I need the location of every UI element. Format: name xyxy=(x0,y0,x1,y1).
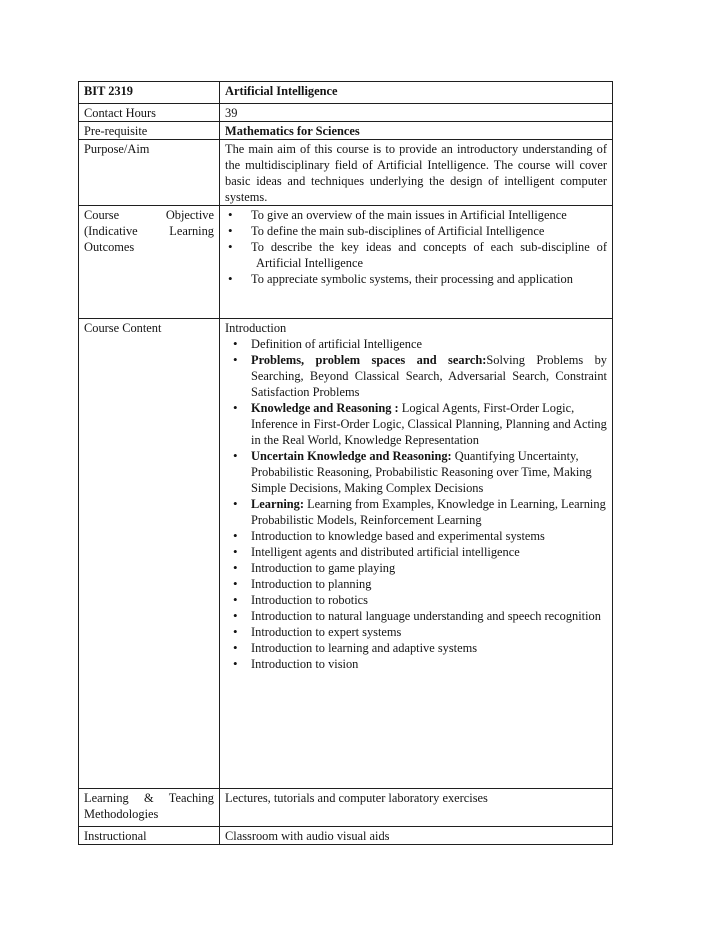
content-item: • Knowledge and Reasoning : Logical Agents, First-Order Logic, Inference in First-Order Logic, Classical Planning, Planning and Acting in the Real World, Knowledge Representation xyxy=(225,400,607,448)
table-row xyxy=(79,122,613,140)
prerequisite-value: Mathematics for Sciences xyxy=(220,122,613,140)
table-row xyxy=(79,140,613,206)
contact-hours-label: Contact Hours xyxy=(79,104,220,122)
content-item: • Definition of artificial Intelligence xyxy=(225,336,607,352)
objective-item: • To appreciate symbolic systems, their processing and application xyxy=(225,271,607,287)
content-item: • Intelligent agents and distributed artificial intelligence xyxy=(225,544,607,560)
table-row xyxy=(79,789,613,827)
course-content-intro: Introduction xyxy=(225,321,287,335)
course-content-list xyxy=(225,336,607,672)
table-row xyxy=(79,319,613,789)
content-item: • Introduction to natural language understanding and speech recognition xyxy=(225,608,607,624)
objectives-list xyxy=(225,207,607,287)
objective-item: • To describe the key ideas and concepts of each sub-discipline of Artificial Intelligence xyxy=(225,239,607,271)
course-title-cell: Artificial Intelligence xyxy=(220,82,613,104)
course-content-label: Course Content xyxy=(79,319,220,789)
table-row xyxy=(79,82,613,104)
objective-item: • To give an overview of the main issues in Artificial Intelligence xyxy=(225,207,607,223)
purpose-text: The main aim of this course is to provide an introductory understanding of the multidisciplinary field of Artificial Intelligence. The course will cover basic ideas and techniques underlying the design of intelligent computer systems. xyxy=(220,140,613,206)
content-item: • Introduction to expert systems xyxy=(225,624,607,640)
content-item: • Introduction to robotics xyxy=(225,592,607,608)
objectives-cell xyxy=(220,206,613,319)
course-syllabus-table xyxy=(78,81,613,845)
instructional-value: Classroom with audio visual aids xyxy=(220,827,613,845)
purpose-label: Purpose/Aim xyxy=(79,140,220,206)
content-item: • Introduction to knowledge based and experimental systems xyxy=(225,528,607,544)
contact-hours-value: 39 xyxy=(220,104,613,122)
objectives-label: Course Objective (Indicative Learning Outcomes xyxy=(79,206,220,319)
content-item: • Learning: Learning from Examples, Knowledge in Learning, Learning Probabilistic Models, Reinforcement Learning xyxy=(225,496,607,528)
methodologies-value: Lectures, tutorials and computer laboratory exercises xyxy=(220,789,613,827)
instructional-label: Instructional xyxy=(79,827,220,845)
content-item: • Introduction to game playing xyxy=(225,560,607,576)
content-item: • Introduction to planning xyxy=(225,576,607,592)
content-item: • Introduction to vision xyxy=(225,656,607,672)
table-row xyxy=(79,104,613,122)
table-row xyxy=(79,206,613,319)
objective-item: • To define the main sub-disciplines of Artificial Intelligence xyxy=(225,223,607,239)
course-code-cell: BIT 2319 xyxy=(79,82,220,104)
methodologies-label: Learning & Teaching Methodologies xyxy=(79,789,220,827)
content-item: • Problems, problem spaces and search:Solving Problems by Searching, Beyond Classical Search, Adversarial Search, Constraint Satisfaction Problems xyxy=(225,352,607,400)
course-content-cell xyxy=(220,319,613,789)
table-row xyxy=(79,827,613,845)
content-item: • Introduction to learning and adaptive systems xyxy=(225,640,607,656)
content-item: • Uncertain Knowledge and Reasoning: Quantifying Uncertainty, Probabilistic Reasoning, Probabilistic Reasoning over Time, Making Simple Decisions, Making Complex Decisions xyxy=(225,448,607,496)
prerequisite-label: Pre-requisite xyxy=(79,122,220,140)
